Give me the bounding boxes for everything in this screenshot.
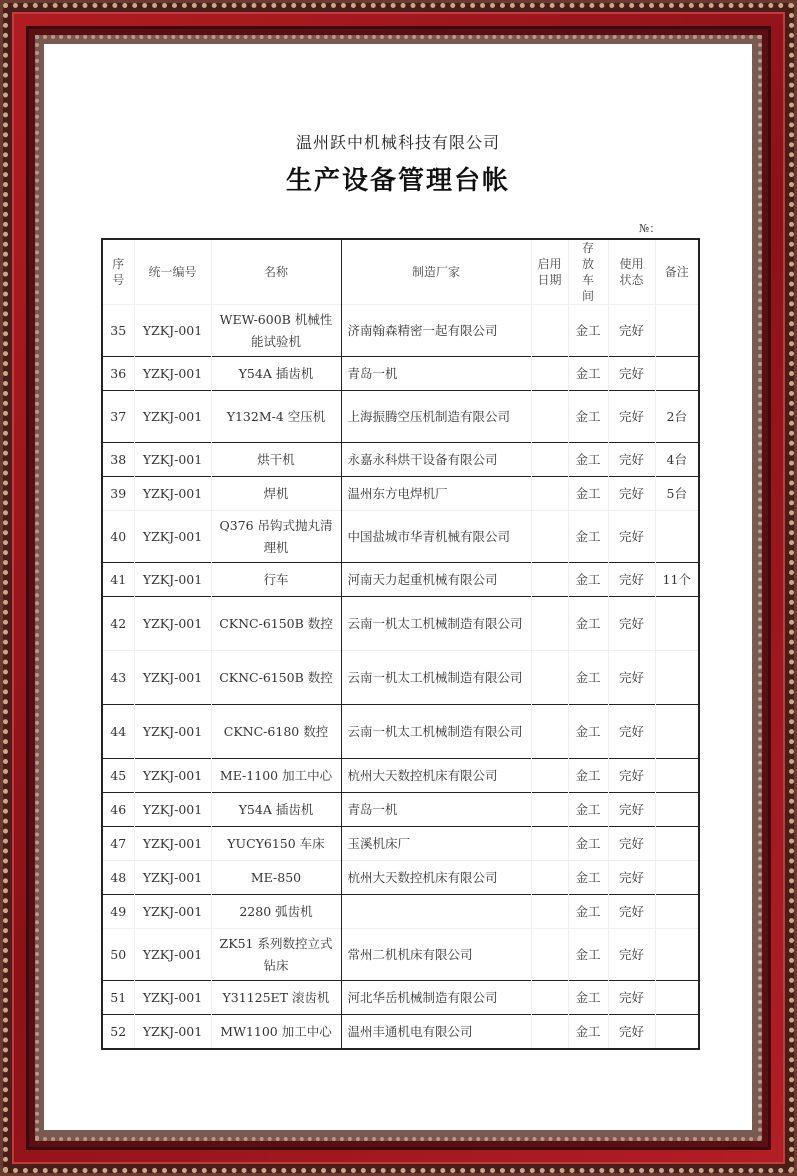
row-workshop: 金工: [568, 477, 608, 511]
row-code: YZKJ-001: [134, 305, 211, 357]
row-code: YZKJ-001: [134, 651, 211, 705]
header-name: 名称: [211, 239, 341, 305]
row-workshop: 金工: [568, 759, 608, 793]
row-code: YZKJ-001: [134, 1015, 211, 1050]
row-status: 完好: [608, 981, 655, 1015]
row-name: CKNC-6180 数控: [211, 705, 341, 759]
table-row: [102, 305, 699, 357]
row-status: 完好: [608, 357, 655, 391]
row-code: YZKJ-001: [134, 861, 211, 895]
row-remark: [655, 827, 699, 861]
row-status: 完好: [608, 759, 655, 793]
row-name: 2280 弧齿机: [211, 895, 341, 929]
row-code: YZKJ-001: [134, 511, 211, 563]
row-maker: 永嘉永科烘干设备有限公司: [341, 443, 531, 477]
row-code: YZKJ-001: [134, 759, 211, 793]
row-name: ZK51 系列数控立式钻床: [211, 929, 341, 981]
row-name: Y132M-4 空压机: [211, 391, 341, 443]
row-status: 完好: [608, 1015, 655, 1050]
table-row: [102, 391, 699, 443]
row-code: YZKJ-001: [134, 357, 211, 391]
row-start-date: [531, 563, 568, 597]
row-workshop: 金工: [568, 705, 608, 759]
row-name: ME-1100 加工中心: [211, 759, 341, 793]
row-name: Y54A 插齿机: [211, 793, 341, 827]
number-label: №：: [639, 222, 661, 235]
row-status: 完好: [608, 827, 655, 861]
row-workshop: 金工: [568, 391, 608, 443]
row-workshop: 金工: [568, 563, 608, 597]
header-maker: 制造厂家: [341, 239, 531, 305]
row-status: 完好: [608, 929, 655, 981]
table-row: [102, 511, 699, 563]
header-status: 使用状态: [608, 239, 655, 305]
row-start-date: [531, 827, 568, 861]
row-start-date: [531, 1015, 568, 1050]
row-status: 完好: [608, 651, 655, 705]
row-remark: [655, 511, 699, 563]
row-name: CKNC-6150B 数控: [211, 651, 341, 705]
row-remark: 2台: [655, 391, 699, 443]
row-remark: [655, 357, 699, 391]
row-start-date: [531, 895, 568, 929]
row-maker: 云南一机太工机械制造有限公司: [341, 597, 531, 651]
row-seq: 36: [102, 357, 134, 391]
row-remark: [655, 705, 699, 759]
row-remark: [655, 305, 699, 357]
row-workshop: 金工: [568, 827, 608, 861]
row-seq: 43: [102, 651, 134, 705]
row-name: WEW-600B 机械性能试验机: [211, 305, 341, 357]
header-remark: 备注: [655, 239, 699, 305]
row-status: 完好: [608, 563, 655, 597]
row-remark: [655, 793, 699, 827]
row-start-date: [531, 759, 568, 793]
table-row: [102, 759, 699, 793]
row-remark: 4台: [655, 443, 699, 477]
row-seq: 46: [102, 793, 134, 827]
table-row: [102, 827, 699, 861]
row-maker: 云南一机太工机械制造有限公司: [341, 651, 531, 705]
row-remark: [655, 651, 699, 705]
row-status: 完好: [608, 705, 655, 759]
row-maker: 河南天力起重机械有限公司: [341, 563, 531, 597]
header-seq: 序号: [102, 239, 134, 305]
table-row: [102, 597, 699, 651]
row-status: 完好: [608, 861, 655, 895]
row-seq: 47: [102, 827, 134, 861]
row-code: YZKJ-001: [134, 597, 211, 651]
row-name: YUCY6150 车床: [211, 827, 341, 861]
equipment-ledger-table: [101, 238, 700, 1050]
row-seq: 35: [102, 305, 134, 357]
row-name: MW1100 加工中心: [211, 1015, 341, 1050]
row-seq: 42: [102, 597, 134, 651]
row-seq: 39: [102, 477, 134, 511]
row-code: YZKJ-001: [134, 391, 211, 443]
row-remark: [655, 981, 699, 1015]
row-name: Y31125ET 滚齿机: [211, 981, 341, 1015]
row-start-date: [531, 305, 568, 357]
row-status: 完好: [608, 895, 655, 929]
table-row: [102, 981, 699, 1015]
row-seq: 50: [102, 929, 134, 981]
document-page: [44, 44, 752, 1130]
table-row: [102, 651, 699, 705]
row-maker: 常州二机机床有限公司: [341, 929, 531, 981]
row-start-date: [531, 597, 568, 651]
row-code: YZKJ-001: [134, 895, 211, 929]
table-row: [102, 895, 699, 929]
row-workshop: 金工: [568, 357, 608, 391]
row-maker: 青岛一机: [341, 357, 531, 391]
row-status: 完好: [608, 443, 655, 477]
row-start-date: [531, 651, 568, 705]
row-remark: 11个: [655, 563, 699, 597]
row-name: Y54A 插齿机: [211, 357, 341, 391]
table-row: [102, 793, 699, 827]
row-seq: 52: [102, 1015, 134, 1050]
row-start-date: [531, 443, 568, 477]
row-remark: [655, 597, 699, 651]
row-workshop: 金工: [568, 305, 608, 357]
row-start-date: [531, 705, 568, 759]
row-status: 完好: [608, 477, 655, 511]
table-row: [102, 357, 699, 391]
row-seq: 37: [102, 391, 134, 443]
table-row: [102, 477, 699, 511]
row-status: 完好: [608, 391, 655, 443]
row-seq: 45: [102, 759, 134, 793]
row-status: 完好: [608, 305, 655, 357]
company-name: 温州跃中机械科技有限公司: [295, 133, 500, 152]
row-status: 完好: [608, 511, 655, 563]
row-maker: 上海振腾空压机制造有限公司: [341, 391, 531, 443]
row-start-date: [531, 477, 568, 511]
row-maker: 杭州大天数控机床有限公司: [341, 759, 531, 793]
table-row: [102, 563, 699, 597]
row-workshop: 金工: [568, 1015, 608, 1050]
table-row: [102, 1015, 699, 1050]
row-workshop: 金工: [568, 793, 608, 827]
table-row: [102, 861, 699, 895]
row-workshop: 金工: [568, 511, 608, 563]
row-start-date: [531, 793, 568, 827]
row-start-date: [531, 511, 568, 563]
row-code: YZKJ-001: [134, 793, 211, 827]
header-code: 统一编号: [134, 239, 211, 305]
row-maker: [341, 895, 531, 929]
row-seq: 38: [102, 443, 134, 477]
row-remark: [655, 861, 699, 895]
table-row: [102, 929, 699, 981]
row-maker: 温州东方电焊机厂: [341, 477, 531, 511]
row-code: YZKJ-001: [134, 929, 211, 981]
row-code: YZKJ-001: [134, 477, 211, 511]
row-name: 行车: [211, 563, 341, 597]
row-seq: 51: [102, 981, 134, 1015]
row-start-date: [531, 391, 568, 443]
row-remark: [655, 929, 699, 981]
row-code: YZKJ-001: [134, 827, 211, 861]
row-remark: [655, 759, 699, 793]
row-name: 烘干机: [211, 443, 341, 477]
document-title: 生产设备管理台帐: [285, 166, 510, 196]
row-maker: 青岛一机: [341, 793, 531, 827]
row-workshop: 金工: [568, 895, 608, 929]
row-seq: 48: [102, 861, 134, 895]
row-code: YZKJ-001: [134, 981, 211, 1015]
row-seq: 40: [102, 511, 134, 563]
row-code: YZKJ-001: [134, 563, 211, 597]
row-remark: [655, 895, 699, 929]
row-start-date: [531, 929, 568, 981]
row-start-date: [531, 357, 568, 391]
row-maker: 中国盐城市华青机械有限公司: [341, 511, 531, 563]
row-workshop: 金工: [568, 651, 608, 705]
row-start-date: [531, 981, 568, 1015]
row-remark: [655, 1015, 699, 1050]
row-code: YZKJ-001: [134, 705, 211, 759]
row-seq: 49: [102, 895, 134, 929]
header-start-date: 启用日期: [531, 239, 568, 305]
row-name: Q376 吊钩式抛丸清理机: [211, 511, 341, 563]
row-remark: 5台: [655, 477, 699, 511]
row-maker: 云南一机太工机械制造有限公司: [341, 705, 531, 759]
table-row: [102, 705, 699, 759]
row-name: ME-850: [211, 861, 341, 895]
row-maker: 玉溪机床厂: [341, 827, 531, 861]
table-header-row: [102, 239, 699, 305]
row-maker: 温州丰通机电有限公司: [341, 1015, 531, 1050]
row-name: CKNC-6150B 数控: [211, 597, 341, 651]
row-status: 完好: [608, 793, 655, 827]
row-maker: 济南翰森精密一起有限公司: [341, 305, 531, 357]
row-code: YZKJ-001: [134, 443, 211, 477]
row-workshop: 金工: [568, 597, 608, 651]
row-seq: 41: [102, 563, 134, 597]
header-workshop: 存放车间: [568, 239, 608, 305]
row-workshop: 金工: [568, 443, 608, 477]
row-workshop: 金工: [568, 929, 608, 981]
row-workshop: 金工: [568, 861, 608, 895]
table-row: [102, 443, 699, 477]
row-name: 焊机: [211, 477, 341, 511]
row-start-date: [531, 861, 568, 895]
row-maker: 杭州大天数控机床有限公司: [341, 861, 531, 895]
row-status: 完好: [608, 597, 655, 651]
row-workshop: 金工: [568, 981, 608, 1015]
row-seq: 44: [102, 705, 134, 759]
row-maker: 河北华岳机械制造有限公司: [341, 981, 531, 1015]
